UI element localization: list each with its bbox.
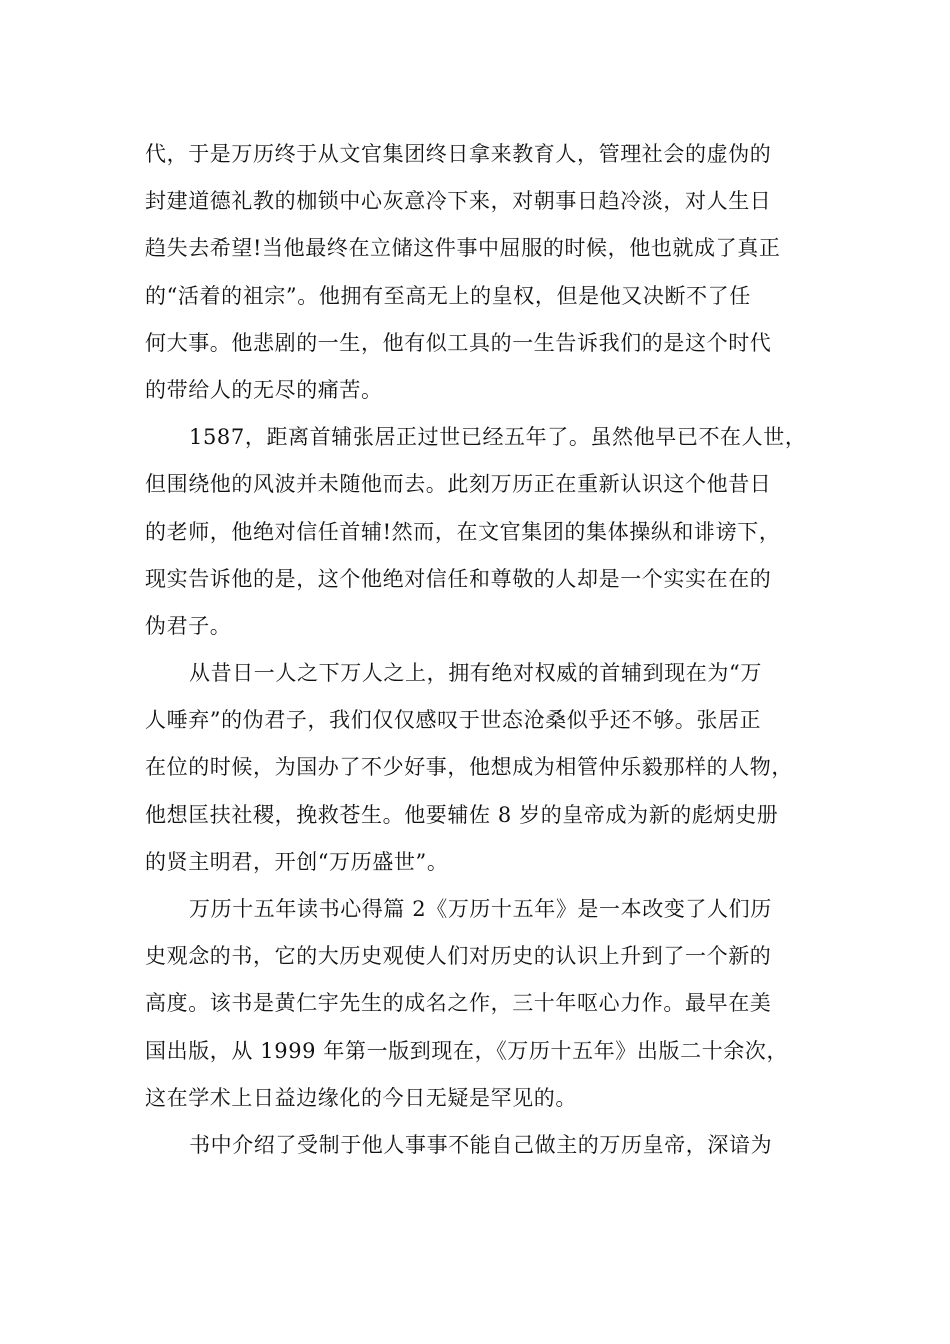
text-line: 代，于是万历终于从文官集团终日拿来教育人，管理社会的虚伪的 (145, 142, 772, 166)
text-line: 封建道德礼教的枷锁中心灰意冷下来，对朝事日趋冷淡，对人生日 (145, 189, 772, 214)
text-line: 的老师，他绝对信任首辅!然而，在文官集团的集体操纵和诽谤下， (145, 519, 781, 544)
body-text (145, 131, 835, 1169)
text-line: 国出版，从 1999 年第一版到现在，《万历十五年》出版二十余次， (145, 1038, 789, 1063)
text-line: 的带给人的无尽的痛苦。 (145, 377, 383, 402)
text-line: 人唾弃”的伪君子，我们仅仅感叹于世态沧桑似乎还不够。张居正 (145, 708, 762, 733)
text-line: 这在学术上日益边缘化的今日无疑是罕见的。 (145, 1085, 577, 1110)
text-line: 何大事。他悲剧的一生，他有似工具的一生告诉我们的是这个时代 (145, 330, 772, 355)
text-line: 现实告诉他的是，这个他绝对信任和尊敬的人却是一个实实在在的 (145, 566, 772, 591)
text-line: 史观念的书，它的大历史观使人们对历史的认识上升到了一个新的 (145, 944, 772, 969)
text-line: 但围绕他的风波并未随他而去。此刻万历正在重新认识这个他昔日 (145, 472, 772, 497)
text-line: 高度。该书是黄仁宇先生的成名之作，三十年呕心力作。最早在美 (145, 991, 772, 1016)
paragraph-first-line: 1587，距离首辅张居正过世已经五年了。虽然他早已不在人世， (189, 425, 807, 450)
text-line: 他想匡扶社稷，挽救苍生。他要辅佐 8 岁的皇帝成为新的彪炳史册 (145, 802, 779, 827)
text-line: 在位的时候，为国办了不少好事，他想成为相管仲乐毅那样的人物， (145, 755, 793, 780)
text-line: 的“活着的祖宗”。他拥有至高无上的皇权，但是他又决断不了任 (145, 283, 751, 308)
text-line: 趋失去希望!当他最终在立储这件事中屈服的时候，他也就成了真正 (145, 236, 781, 261)
paragraph-first-line: 万历十五年读书心得篇 2《万历十五年》是一本改变了人们历 (189, 897, 772, 921)
paragraph-first-line: 从昔日一人之下万人之上，拥有绝对权威的首辅到现在为“万 (189, 661, 762, 686)
text-line: 伪君子。 (145, 613, 232, 638)
paragraph-first-line: 书中介绍了受制于他人事事不能自己做主的万历皇帝，深谙为 (189, 1132, 773, 1157)
text-line: 的贤主明君，开创“万历盛世”。 (145, 849, 449, 874)
